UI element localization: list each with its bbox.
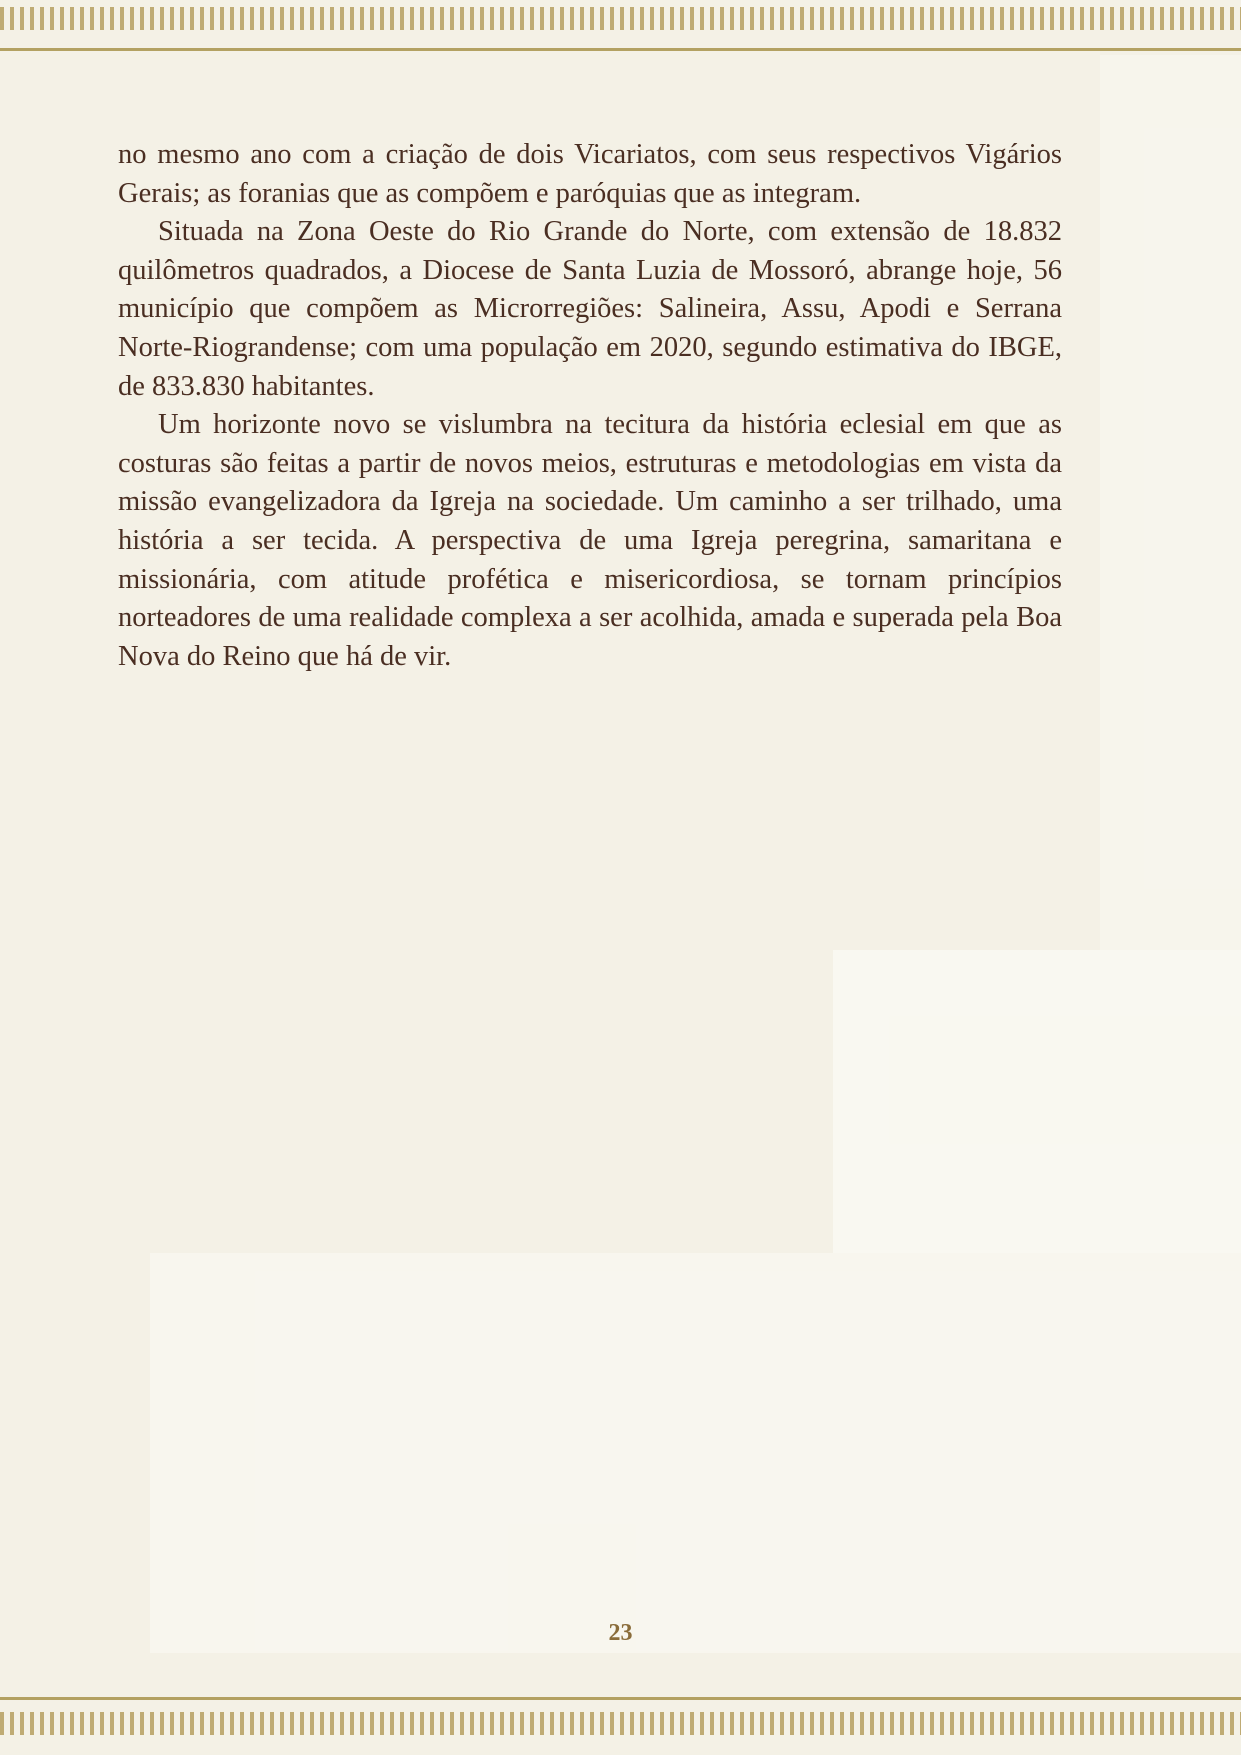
top-border-ornament [0,7,1241,30]
scan-artifact [833,950,1241,1253]
bottom-border-rule [0,1697,1241,1700]
page-number: 23 [608,1620,633,1646]
top-border-rule [0,48,1241,51]
bottom-border-ornament [0,1712,1241,1735]
scan-artifact [150,1253,1241,1653]
scan-artifact [1100,55,1241,950]
page-text-column [118,136,1062,676]
paragraph-2: Situada na Zona Oeste do Rio Grande do Norte, com extensão de 18.832 quilômetros quadrados, a Diocese de Santa Luzia de Mossoró, abrange hoje, 56 município que compõem as Microrregiões: Salineira, Assu, Apodi e Serrana Norte-Riograndense; com uma população em 2020, segundo estimativa do IBGE, de 833.830 habitantes. [118,216,1062,402]
paragraph-3: Um horizonte novo se vislumbra na tecitura da história eclesial em que as costuras são feitas a partir de novos meios, estruturas e metodologias em vista da missão evangelizadora da Igreja na sociedade. Um caminho a ser trilhado, uma história a ser tecida. A perspectiva de uma Igreja peregrina, samaritana e missionária, com atitude profética e misericordiosa, se tornam princípios norteadores de uma realidade complexa a ser acolhida, amada e superada pela Boa Nova do Reino que há de vir. [118,409,1062,672]
paragraph-1: no mesmo ano com a criação de dois Vicariatos, com seus respectivos Vigários Gerais; as foranias que as compõem e paróquias que as integram. [118,139,1062,209]
